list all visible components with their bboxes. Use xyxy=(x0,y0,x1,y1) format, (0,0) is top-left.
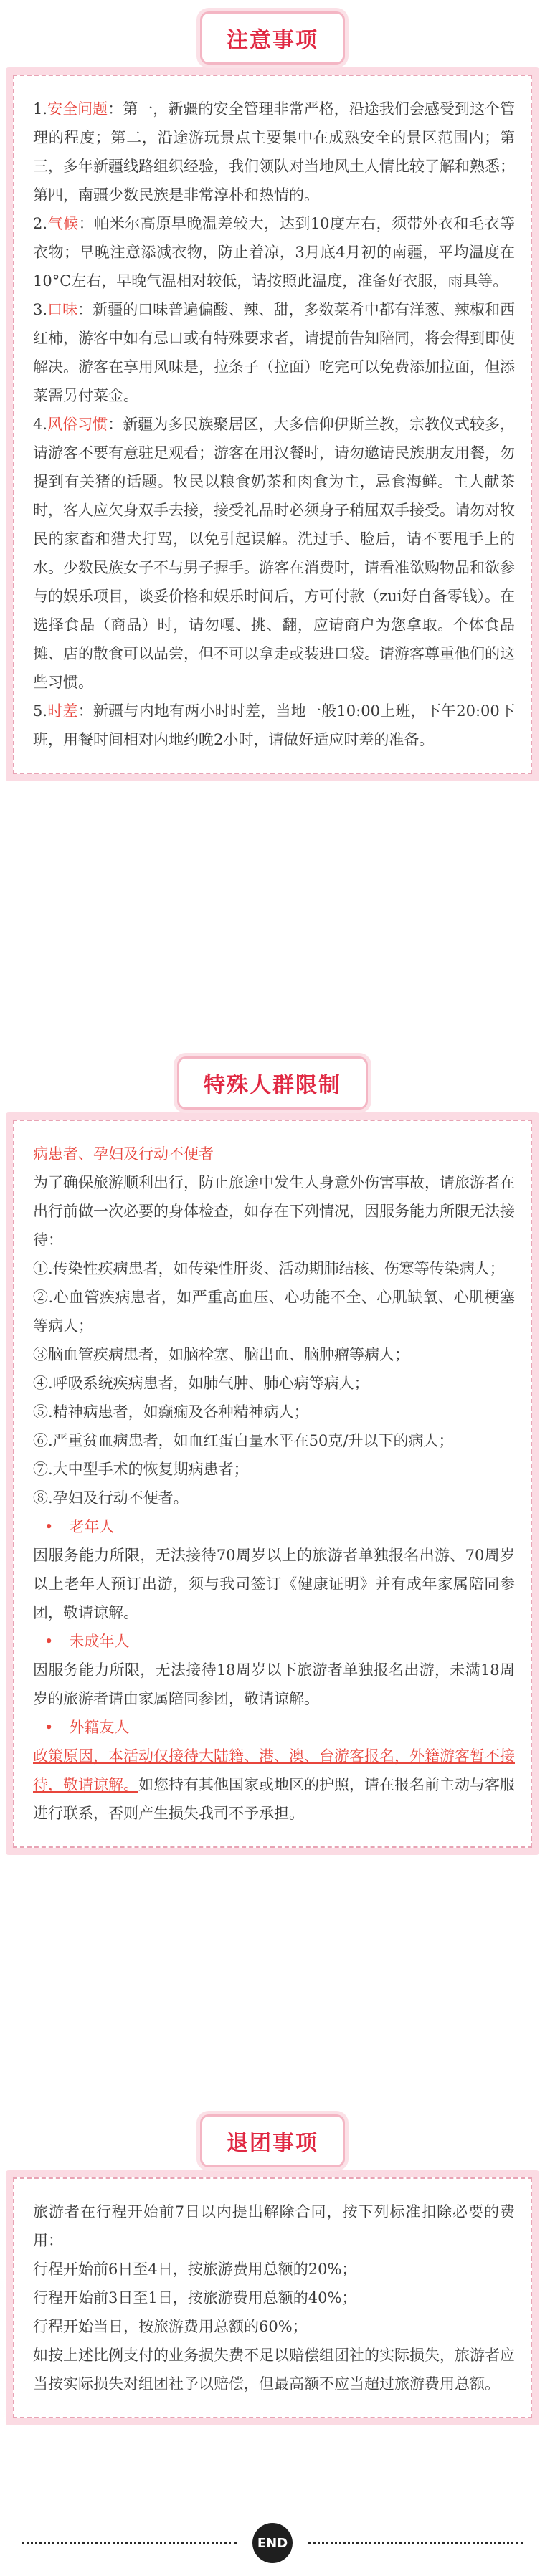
refund-title-wrap xyxy=(0,2103,545,2175)
special-section xyxy=(0,1045,545,1855)
notice-title-wrap xyxy=(0,0,545,72)
sick-item-2: ②.心血管疾病患者，如严重高血压、心功能不全、心肌缺氧、心肌梗塞等病人； xyxy=(33,1289,515,1335)
sick-item-5: ⑤.精神病患者，如癫痫及各种精神病人； xyxy=(33,1403,309,1421)
refund-outro: 如按上述比例支付的业务损失费不足以赔偿组团社的实际损失，旅游者应当按实际损失对组团社予以赔偿，但最高额不应当超过旅游费用总额。 xyxy=(33,2347,515,2393)
elderly-text: 因服务能力所限，无法接待70周岁以上的旅游者单独报名出游、70周岁以上老年人预订出游，须与我司签订《健康证明》并有成年家属陪同参团，敬请谅解。 xyxy=(33,1547,515,1621)
refund-title: 退团事项 xyxy=(200,2114,345,2167)
end-footer xyxy=(0,2523,545,2566)
foreign-heading: • 外籍友人 xyxy=(33,1713,515,1742)
sick-item-4: ④.呼吸系统疾病患者，如肺气肿、肺心病等病人； xyxy=(33,1375,369,1392)
special-card-frame xyxy=(6,1112,539,1855)
notice-key-customs: 风俗习惯 xyxy=(47,416,108,433)
notice-section xyxy=(0,0,545,781)
end-badge: END xyxy=(252,2523,293,2563)
sick-item-7: ⑦.大中型手术的恢复期病患者； xyxy=(33,1461,249,1478)
notice-item-timezone: 5.时差：新疆与内地有两小时时差，当地一般10:00上班，下午20:00下班，用餐时间相对内地约晚2小时，请做好适应时差的准备。 xyxy=(33,702,515,748)
foreign-policy: 政策原因，本活动仅接待大陆籍、港、澳、台游客报名，外籍游客暂不接待，敬请谅解。 xyxy=(33,1747,515,1793)
sick-heading: 病患者、孕妇及行动不便者 xyxy=(33,1145,214,1163)
refund-section xyxy=(0,2103,545,2425)
end-divider-right xyxy=(308,2542,523,2544)
elderly-heading: • 老年人 xyxy=(33,1512,515,1541)
sick-item-6: ⑥.严重贫血病患者，如血红蛋白量水平在50克/升以下的病人； xyxy=(33,1432,454,1449)
bullet-icon: • xyxy=(44,1518,54,1535)
notice-item-safety: 1.安全问题：第一，新疆的安全管理非常严格，沿途我们会感受到这个管理的程度；第二，沿途游玩景点主要集中在成熟安全的景区范围内；第三，多年新疆线路组织经验，我们领队对当地风土人情比较了解和熟悉；第四，南疆少数民族是非常淳朴和热情的。 xyxy=(33,100,516,204)
sick-item-1: ①.传染性疾病患者，如传染性肝炎、活动期肺结核、伤寒等传染病人； xyxy=(33,1260,505,1277)
refund-intro: 旅游者在行程开始前7日以内提出解除合同，按下列标准扣除必要的费用： xyxy=(33,2203,515,2249)
bullet-icon: • xyxy=(44,1719,54,1736)
notice-title: 注意事项 xyxy=(200,11,345,65)
sick-item-3: ③脑血管疾病患者，如脑栓塞、脑出血、脑肿瘤等病人； xyxy=(33,1346,409,1363)
refund-rule-1: 行程开始前6日至4日，按旅游费用总额的20%； xyxy=(33,2261,357,2278)
special-title-wrap xyxy=(0,1045,545,1117)
notice-card-frame xyxy=(6,67,539,781)
minor-text: 因服务能力所限，无法接待18周岁以下旅游者单独报名出游，未满18周岁的旅游者请由家属陪同参团，敬请谅解。 xyxy=(33,1661,515,1707)
notice-item-taste: 3.口味：新疆的口味普遍偏酸、辣、甜，多数菜肴中都有洋葱、辣椒和西红柿，游客中如有忌口或有特殊要求者，请提前告知陪同，将会得到即使解决。游客在享用风味是，拉条子（拉面）吃完可以免费添加拉面，但添菜需另付菜金。 xyxy=(33,301,515,404)
minor-heading: • 未成年人 xyxy=(33,1627,515,1656)
refund-card-frame xyxy=(6,2170,539,2425)
notice-key-safety: 安全问题 xyxy=(47,100,108,118)
notice-item-climate: 2.气候：帕米尔高原早晚温差较大，达到10度左右，须带外衣和毛衣等衣物；早晚注意添减衣物，防止着凉，3月底4月初的南疆，平均温度在10°C左右，早晚气温相对较低，请按照此温度，准备好衣服，雨具等。 xyxy=(33,215,515,290)
refund-rule-2: 行程开始前3日至1日，按旅游费用总额的40%； xyxy=(33,2289,357,2307)
foreign-text: 政策原因，本活动仅接待大陆籍、港、澳、台游客报名，外籍游客暂不接待，敬请谅解。如您持有其他国家或地区的护照，请在报名前主动与客服进行联系，否则产生损失我司不予承担。 xyxy=(33,1747,515,1822)
sick-intro: 为了确保旅游顺利出行，防止旅途中发生人身意外伤害事故，请旅游者在出行前做一次必要的身体检查，如存在下列情况，因服务能力所限无法接待： xyxy=(33,1174,515,1249)
refund-rule-3: 行程开始当日，按旅游费用总额的60%； xyxy=(33,2318,308,2335)
notice-item-customs: 4.风俗习惯：新疆为多民族聚居区，大多信仰伊斯兰教，宗教仪式较多，请游客不要有意驻足观看；游客在用汉餐时，请勿邀请民族朋友用餐，勿提到有关猪的话题。牧民以粮食奶茶和肉食为主，忌食海鲜。主人献茶时，客人应欠身双手去接，接受礼品时必须身子稍屈双手接受。请勿对牧民的家畜和猎犬打骂，以免引起误解。洗过手、脸后，请不要甩手上的水。少数民族女子不与男子握手。游客在消费时，请看准欲购物品和欲参与的娱乐项目，谈妥价格和娱乐时间后，方可付款（zui好自备零钱）。在选择食品（商品）时，请勿嘎、挑、翻，应请商户为您拿取。个体食品摊、店的散食可以品尝，但不可以拿走或装进口袋。请游客尊重他们的这些习惯。 xyxy=(33,416,516,691)
special-card xyxy=(13,1120,532,1848)
notice-key-timezone: 时差 xyxy=(47,702,78,720)
notice-card xyxy=(13,75,532,774)
special-title: 特殊人群限制 xyxy=(177,1056,368,1110)
sick-item-8: ⑧.孕妇及行动不便者。 xyxy=(33,1489,189,1507)
end-divider-left xyxy=(22,2542,237,2544)
notice-key-taste: 口味 xyxy=(47,301,78,318)
bullet-icon: • xyxy=(44,1633,54,1650)
refund-card xyxy=(13,2177,532,2418)
notice-key-climate: 气候 xyxy=(47,215,79,232)
